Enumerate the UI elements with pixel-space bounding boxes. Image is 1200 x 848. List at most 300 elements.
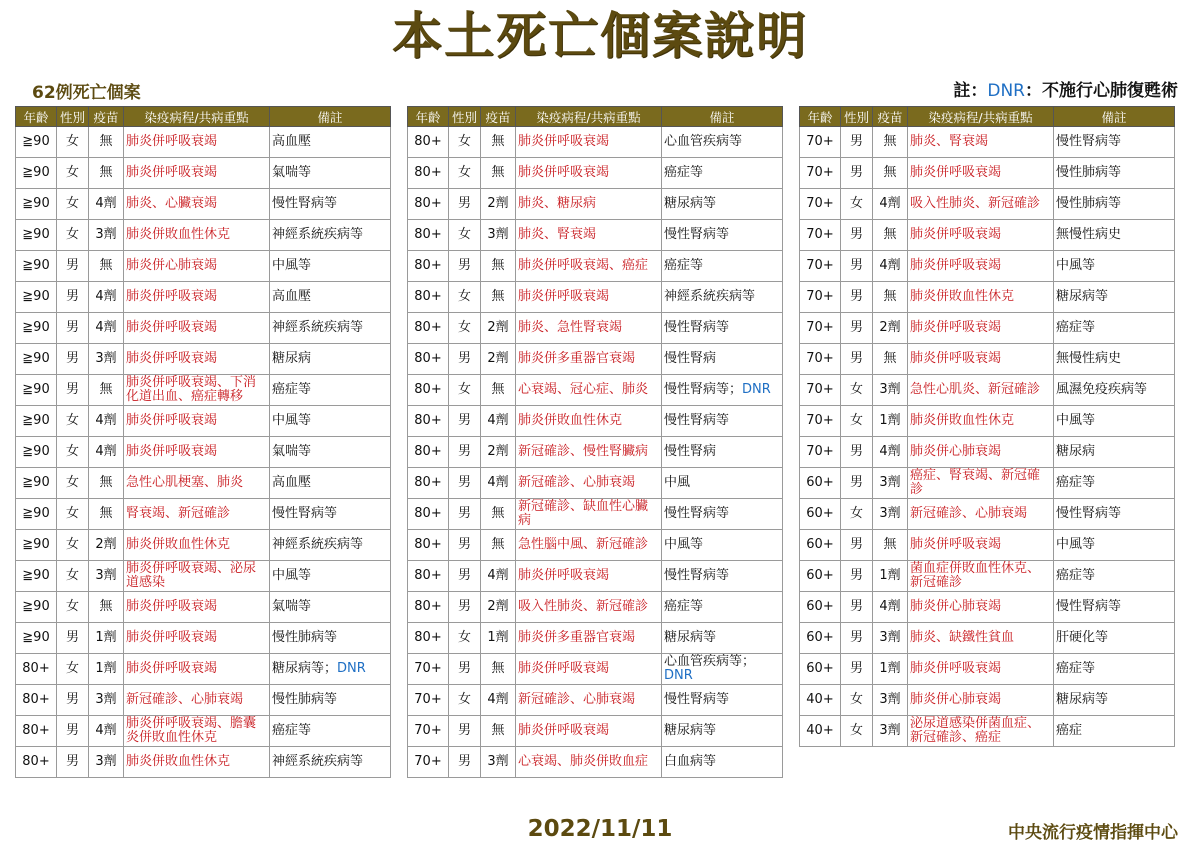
remark-text: 慢性腎病等； [664, 382, 743, 397]
cell-remark [1054, 251, 1175, 282]
cell-age: ≧90 [16, 158, 57, 189]
cell-vaccine: 無 [481, 251, 516, 282]
cell-age: 70+ [800, 220, 841, 251]
remark-text: 高血壓 [272, 475, 312, 490]
remark-text: 慢性腎病等 [664, 692, 730, 707]
cell-sex: 女 [57, 499, 89, 530]
cell-sex: 男 [841, 220, 873, 251]
cell-disease: 肺炎併敗血性休克 [908, 282, 1054, 313]
cell-age: 80+ [408, 189, 449, 220]
remark-text: 癌症等 [272, 723, 312, 738]
cell-remark [1054, 592, 1175, 623]
remark-text: 慢性肺病等 [1056, 196, 1122, 211]
cell-vaccine: 3劑 [89, 561, 124, 592]
cell-age: 70+ [800, 189, 841, 220]
cell-vaccine: 3劑 [873, 375, 908, 406]
cell-disease: 癌症、腎衰竭、新冠確診 [908, 468, 1054, 499]
cell-vaccine: 1劑 [89, 623, 124, 654]
cell-vaccine: 4劑 [481, 468, 516, 499]
cell-vaccine: 4劑 [481, 561, 516, 592]
remark-text: 癌症等 [272, 382, 312, 397]
table-row [16, 158, 391, 189]
cell-sex: 男 [449, 251, 481, 282]
cell-vaccine: 4劑 [481, 685, 516, 716]
cell-sex: 女 [57, 654, 89, 685]
cell-sex: 男 [841, 158, 873, 189]
table-row [408, 251, 783, 282]
cell-disease: 肺炎併心肺衰竭 [908, 437, 1054, 468]
remark-text: 糖尿病 [272, 351, 312, 366]
cell-remark [662, 375, 783, 406]
cell-remark [270, 220, 391, 251]
table-row [800, 282, 1175, 313]
table-row [408, 437, 783, 468]
header-row [408, 107, 783, 127]
cell-vaccine: 無 [89, 499, 124, 530]
cell-remark [1054, 654, 1175, 685]
cell-disease: 泌尿道感染併菌血症、新冠確診、癌症 [908, 716, 1054, 747]
cell-age: 80+ [408, 406, 449, 437]
table-row [408, 468, 783, 499]
cell-vaccine: 無 [873, 344, 908, 375]
cell-sex: 女 [57, 468, 89, 499]
cell-sex: 男 [449, 189, 481, 220]
cell-age: 80+ [408, 530, 449, 561]
case-table-3 [799, 106, 1175, 747]
table-row [408, 747, 783, 778]
cell-sex: 男 [57, 375, 89, 406]
cell-vaccine: 無 [481, 530, 516, 561]
cell-disease: 肺炎併呼吸衰竭、膽囊炎併敗血性休克 [124, 716, 270, 747]
cell-vaccine: 無 [481, 158, 516, 189]
dnr-tag: DNR [742, 382, 771, 397]
header-sex: 性別 [841, 107, 873, 127]
cell-age: 80+ [16, 685, 57, 716]
cell-disease: 肺炎併呼吸衰竭 [516, 561, 662, 592]
header-disease: 染疫病程/共病重點 [124, 107, 270, 127]
cell-age: 80+ [408, 375, 449, 406]
cell-remark [662, 716, 783, 747]
remark-text: 氣喘等 [272, 444, 312, 459]
cell-sex: 女 [449, 158, 481, 189]
cell-sex: 男 [841, 437, 873, 468]
cell-age: 60+ [800, 654, 841, 685]
cell-sex: 男 [841, 282, 873, 313]
remark-text: 慢性腎病等 [1056, 506, 1122, 521]
cell-vaccine: 無 [873, 530, 908, 561]
cell-vaccine: 無 [89, 375, 124, 406]
cell-sex: 男 [57, 251, 89, 282]
cell-age: 60+ [800, 561, 841, 592]
cell-disease: 肺炎併呼吸衰竭 [124, 406, 270, 437]
remark-text: 白血病等 [664, 754, 717, 769]
cell-vaccine: 3劑 [873, 623, 908, 654]
cell-age: 80+ [408, 437, 449, 468]
remark-text: 癌症等 [664, 599, 704, 614]
cell-remark [662, 654, 783, 685]
cell-sex: 女 [57, 127, 89, 158]
cell-age: 60+ [800, 499, 841, 530]
remark-text: 癌症等 [1056, 475, 1096, 490]
cell-age: 70+ [800, 344, 841, 375]
cell-disease: 肺炎併心肺衰竭 [124, 251, 270, 282]
cell-remark [1054, 344, 1175, 375]
table-row [408, 499, 783, 530]
cell-age: 80+ [408, 282, 449, 313]
cell-disease: 肺炎併呼吸衰竭 [908, 530, 1054, 561]
cell-disease: 肺炎併敗血性休克 [124, 220, 270, 251]
table-row [800, 654, 1175, 685]
cell-remark [1054, 499, 1175, 530]
table-row [800, 344, 1175, 375]
cell-remark [1054, 685, 1175, 716]
cell-sex: 男 [449, 561, 481, 592]
cell-vaccine: 無 [89, 127, 124, 158]
cell-remark [1054, 127, 1175, 158]
table-row [16, 530, 391, 561]
cell-disease: 急性心肌梗塞、肺炎 [124, 468, 270, 499]
table-row [16, 685, 391, 716]
cell-disease: 新冠確診、心肺衰竭 [516, 468, 662, 499]
cell-age: 70+ [800, 282, 841, 313]
cell-age: 70+ [800, 158, 841, 189]
cell-age: 80+ [16, 747, 57, 778]
cell-disease: 肺炎併呼吸衰竭 [124, 344, 270, 375]
header-age: 年齡 [16, 107, 57, 127]
cell-disease: 急性腦中風、新冠確診 [516, 530, 662, 561]
cell-sex: 男 [449, 716, 481, 747]
cell-age: ≧90 [16, 561, 57, 592]
cell-vaccine: 2劑 [481, 313, 516, 344]
remark-text: 慢性肺病等 [272, 692, 338, 707]
cell-vaccine: 無 [481, 282, 516, 313]
cell-age: 80+ [408, 313, 449, 344]
cell-vaccine: 2劑 [481, 592, 516, 623]
cell-age: 70+ [800, 437, 841, 468]
cell-remark [662, 313, 783, 344]
cell-remark [1054, 716, 1175, 747]
cell-sex: 女 [841, 685, 873, 716]
cell-age: 70+ [800, 127, 841, 158]
cell-age: 40+ [800, 716, 841, 747]
remark-text: 糖尿病等 [664, 196, 717, 211]
cell-sex: 女 [841, 406, 873, 437]
cell-sex: 女 [57, 530, 89, 561]
cell-age: 80+ [408, 499, 449, 530]
cell-age: 80+ [408, 592, 449, 623]
remark-text: 神經系統疾病等 [272, 537, 364, 552]
cell-disease: 肺炎併呼吸衰竭 [908, 344, 1054, 375]
cell-remark [270, 468, 391, 499]
cell-age: 70+ [800, 406, 841, 437]
remark-text: 高血壓 [272, 134, 312, 149]
header-sex: 性別 [449, 107, 481, 127]
cell-sex: 男 [57, 685, 89, 716]
cell-disease: 肺炎併呼吸衰竭 [516, 716, 662, 747]
table-row [800, 127, 1175, 158]
cell-disease: 肺炎併呼吸衰竭 [124, 313, 270, 344]
cell-age: 80+ [408, 158, 449, 189]
cell-remark [270, 313, 391, 344]
table-row [16, 220, 391, 251]
remark-text: 癌症等 [1056, 661, 1096, 676]
cell-remark [662, 189, 783, 220]
remark-text: 中風 [664, 475, 691, 490]
cell-remark [1054, 530, 1175, 561]
cell-remark [662, 251, 783, 282]
table-row [408, 282, 783, 313]
header-remark: 備註 [1054, 107, 1175, 127]
cell-remark [1054, 375, 1175, 406]
case-table-1 [15, 106, 391, 778]
cell-age: 70+ [800, 313, 841, 344]
remark-text: 癌症等 [1056, 320, 1096, 335]
cell-remark [662, 623, 783, 654]
cell-disease: 肺炎併敗血性休克 [124, 530, 270, 561]
remark-text: 糖尿病等 [664, 630, 717, 645]
cell-disease: 心衰竭、肺炎併敗血症 [516, 747, 662, 778]
dnr-note [953, 76, 1178, 101]
note-suffix: ：不施行心肺復甦術 [1025, 81, 1178, 101]
remark-text: 癌症等 [1056, 568, 1096, 583]
cell-sex: 男 [841, 592, 873, 623]
cell-remark [270, 561, 391, 592]
cell-disease: 肺炎併呼吸衰竭 [908, 220, 1054, 251]
cell-vaccine: 4劑 [873, 189, 908, 220]
cell-disease: 肺炎併敗血性休克 [908, 406, 1054, 437]
cell-sex: 男 [57, 623, 89, 654]
cell-remark [270, 375, 391, 406]
remark-text: 糖尿病等 [664, 723, 717, 738]
cell-sex: 男 [841, 127, 873, 158]
table-row [408, 344, 783, 375]
cell-sex: 女 [57, 158, 89, 189]
cell-age: 70+ [408, 716, 449, 747]
cell-age: 60+ [800, 592, 841, 623]
remark-text: 中風等 [1056, 258, 1096, 273]
cell-age: 80+ [408, 220, 449, 251]
cell-sex: 男 [449, 437, 481, 468]
cell-vaccine: 4劑 [873, 437, 908, 468]
remark-text: 慢性肺病等 [1056, 165, 1122, 180]
cell-disease: 肺炎、急性腎衰竭 [516, 313, 662, 344]
cell-remark [662, 747, 783, 778]
cell-sex: 女 [841, 189, 873, 220]
cell-age: 80+ [16, 716, 57, 747]
cell-vaccine: 2劑 [481, 344, 516, 375]
cell-disease: 肺炎併呼吸衰竭 [124, 592, 270, 623]
cell-vaccine: 4劑 [89, 437, 124, 468]
cell-remark [662, 282, 783, 313]
cell-sex: 女 [57, 406, 89, 437]
remark-text: 慢性腎病等 [1056, 599, 1122, 614]
cell-remark [1054, 282, 1175, 313]
table-row [16, 344, 391, 375]
cell-vaccine: 3劑 [481, 220, 516, 251]
cell-age: 70+ [408, 654, 449, 685]
remark-text: 無慢性病史 [1056, 351, 1122, 366]
cell-disease: 新冠確診、慢性腎臟病 [516, 437, 662, 468]
cell-disease: 肺炎併呼吸衰竭 [124, 654, 270, 685]
cell-remark [662, 127, 783, 158]
cell-disease: 肺炎、腎衰竭 [516, 220, 662, 251]
cell-age: ≧90 [16, 282, 57, 313]
remark-text: 氣喘等 [272, 165, 312, 180]
table-row [16, 468, 391, 499]
cell-remark [662, 158, 783, 189]
case-table-2 [407, 106, 783, 778]
cell-disease: 肺炎、心臟衰竭 [124, 189, 270, 220]
cell-remark [1054, 313, 1175, 344]
cell-vaccine: 2劑 [873, 313, 908, 344]
table-row [408, 375, 783, 406]
table-row [408, 685, 783, 716]
note-prefix: 註： [953, 81, 988, 101]
remark-text: 神經系統疾病等 [272, 754, 364, 769]
agency-name: 中央流行疫情指揮中心 [1008, 823, 1178, 843]
cell-vaccine: 3劑 [873, 499, 908, 530]
table-row [800, 251, 1175, 282]
remark-text: 中風等 [664, 537, 704, 552]
table-row [408, 313, 783, 344]
cell-remark [270, 158, 391, 189]
cell-remark [662, 685, 783, 716]
table-row [800, 499, 1175, 530]
cell-remark [270, 592, 391, 623]
header-row [16, 107, 391, 127]
table-row [16, 561, 391, 592]
header-row [800, 107, 1175, 127]
remark-text: 中風等 [1056, 537, 1096, 552]
cell-disease: 肺炎併呼吸衰竭 [516, 282, 662, 313]
cell-remark [662, 220, 783, 251]
table-row [800, 313, 1175, 344]
cell-sex: 女 [841, 716, 873, 747]
table-row [800, 623, 1175, 654]
cell-sex: 男 [841, 623, 873, 654]
table-row [408, 716, 783, 747]
cell-remark [270, 251, 391, 282]
cell-age: 60+ [800, 530, 841, 561]
cell-disease: 肺炎併呼吸衰竭 [908, 313, 1054, 344]
table-row [408, 530, 783, 561]
case-count-subtitle: 62例死亡個案 [32, 83, 141, 103]
cell-disease: 吸入性肺炎、新冠確診 [516, 592, 662, 623]
table-row [408, 592, 783, 623]
note-dnr: DNR [987, 81, 1025, 101]
cell-vaccine: 無 [873, 127, 908, 158]
cell-disease: 新冠確診、心肺衰竭 [516, 685, 662, 716]
cell-disease: 肺炎併呼吸衰竭 [516, 158, 662, 189]
cell-disease: 肺炎併呼吸衰竭、癌症 [516, 251, 662, 282]
cell-vaccine: 1劑 [481, 623, 516, 654]
remark-text: 慢性腎病等 [664, 413, 730, 428]
cell-remark [270, 654, 391, 685]
cell-disease: 新冠確診、心肺衰竭 [124, 685, 270, 716]
cell-remark [270, 189, 391, 220]
cell-remark [662, 499, 783, 530]
cell-age: 40+ [800, 685, 841, 716]
remark-text: 風濕免疫疾病等 [1056, 382, 1148, 397]
cell-vaccine: 無 [481, 375, 516, 406]
cell-sex: 男 [841, 654, 873, 685]
cell-sex: 男 [449, 747, 481, 778]
cell-disease: 肺炎併多重器官衰竭 [516, 623, 662, 654]
cell-vaccine: 無 [481, 127, 516, 158]
remark-text: 糖尿病等 [1056, 289, 1109, 304]
cell-vaccine: 4劑 [89, 716, 124, 747]
remark-text: 糖尿病等 [1056, 692, 1109, 707]
cell-sex: 男 [449, 499, 481, 530]
cell-disease: 肺炎併呼吸衰竭 [124, 623, 270, 654]
table-row [16, 406, 391, 437]
remark-text: 癌症等 [664, 258, 704, 273]
cell-vaccine: 3劑 [481, 747, 516, 778]
cell-sex: 男 [449, 592, 481, 623]
table-row [800, 220, 1175, 251]
table-row [800, 468, 1175, 499]
table-row [16, 747, 391, 778]
cell-sex: 女 [841, 499, 873, 530]
table-row [16, 592, 391, 623]
cell-sex: 男 [449, 406, 481, 437]
cell-age: ≧90 [16, 437, 57, 468]
cell-sex: 女 [57, 561, 89, 592]
header-vaccine: 疫苗 [873, 107, 908, 127]
cell-remark [1054, 406, 1175, 437]
cell-remark [662, 561, 783, 592]
remark-text: 無慢性病史 [1056, 227, 1122, 242]
table-row [408, 561, 783, 592]
cell-vaccine: 無 [873, 220, 908, 251]
dnr-tag: DNR [337, 661, 366, 676]
cell-disease: 肺炎併呼吸衰竭 [908, 158, 1054, 189]
cell-age: 80+ [16, 654, 57, 685]
table-row [16, 716, 391, 747]
remark-text: 慢性腎病等 [664, 227, 730, 242]
cell-disease: 肺炎併心肺衰竭 [908, 685, 1054, 716]
cell-remark [270, 344, 391, 375]
cell-vaccine: 1劑 [873, 654, 908, 685]
header-disease: 染疫病程/共病重點 [516, 107, 662, 127]
cell-disease: 肺炎併呼吸衰竭、下消化道出血、癌症轉移 [124, 375, 270, 406]
cell-vaccine: 無 [481, 716, 516, 747]
cell-age: 60+ [800, 623, 841, 654]
cell-sex: 女 [449, 282, 481, 313]
remark-text: 慢性腎病等 [1056, 134, 1122, 149]
cell-sex: 男 [57, 716, 89, 747]
cell-sex: 男 [841, 468, 873, 499]
cell-disease: 肺炎併多重器官衰竭 [516, 344, 662, 375]
table-row [800, 437, 1175, 468]
table-row [16, 623, 391, 654]
cell-sex: 男 [57, 313, 89, 344]
remark-text: 慢性腎病等 [664, 506, 730, 521]
cell-sex: 男 [449, 468, 481, 499]
cell-sex: 男 [841, 344, 873, 375]
dnr-tag: DNR [664, 668, 693, 683]
remark-text: 慢性腎病等 [664, 320, 730, 335]
cell-vaccine: 無 [89, 251, 124, 282]
cell-remark [1054, 437, 1175, 468]
table-row [408, 623, 783, 654]
cell-sex: 女 [57, 189, 89, 220]
cell-vaccine: 4劑 [89, 282, 124, 313]
remark-text: 癌症等 [664, 165, 704, 180]
cell-vaccine: 3劑 [89, 747, 124, 778]
cell-remark [1054, 158, 1175, 189]
remark-text: 癌症 [1056, 723, 1083, 738]
